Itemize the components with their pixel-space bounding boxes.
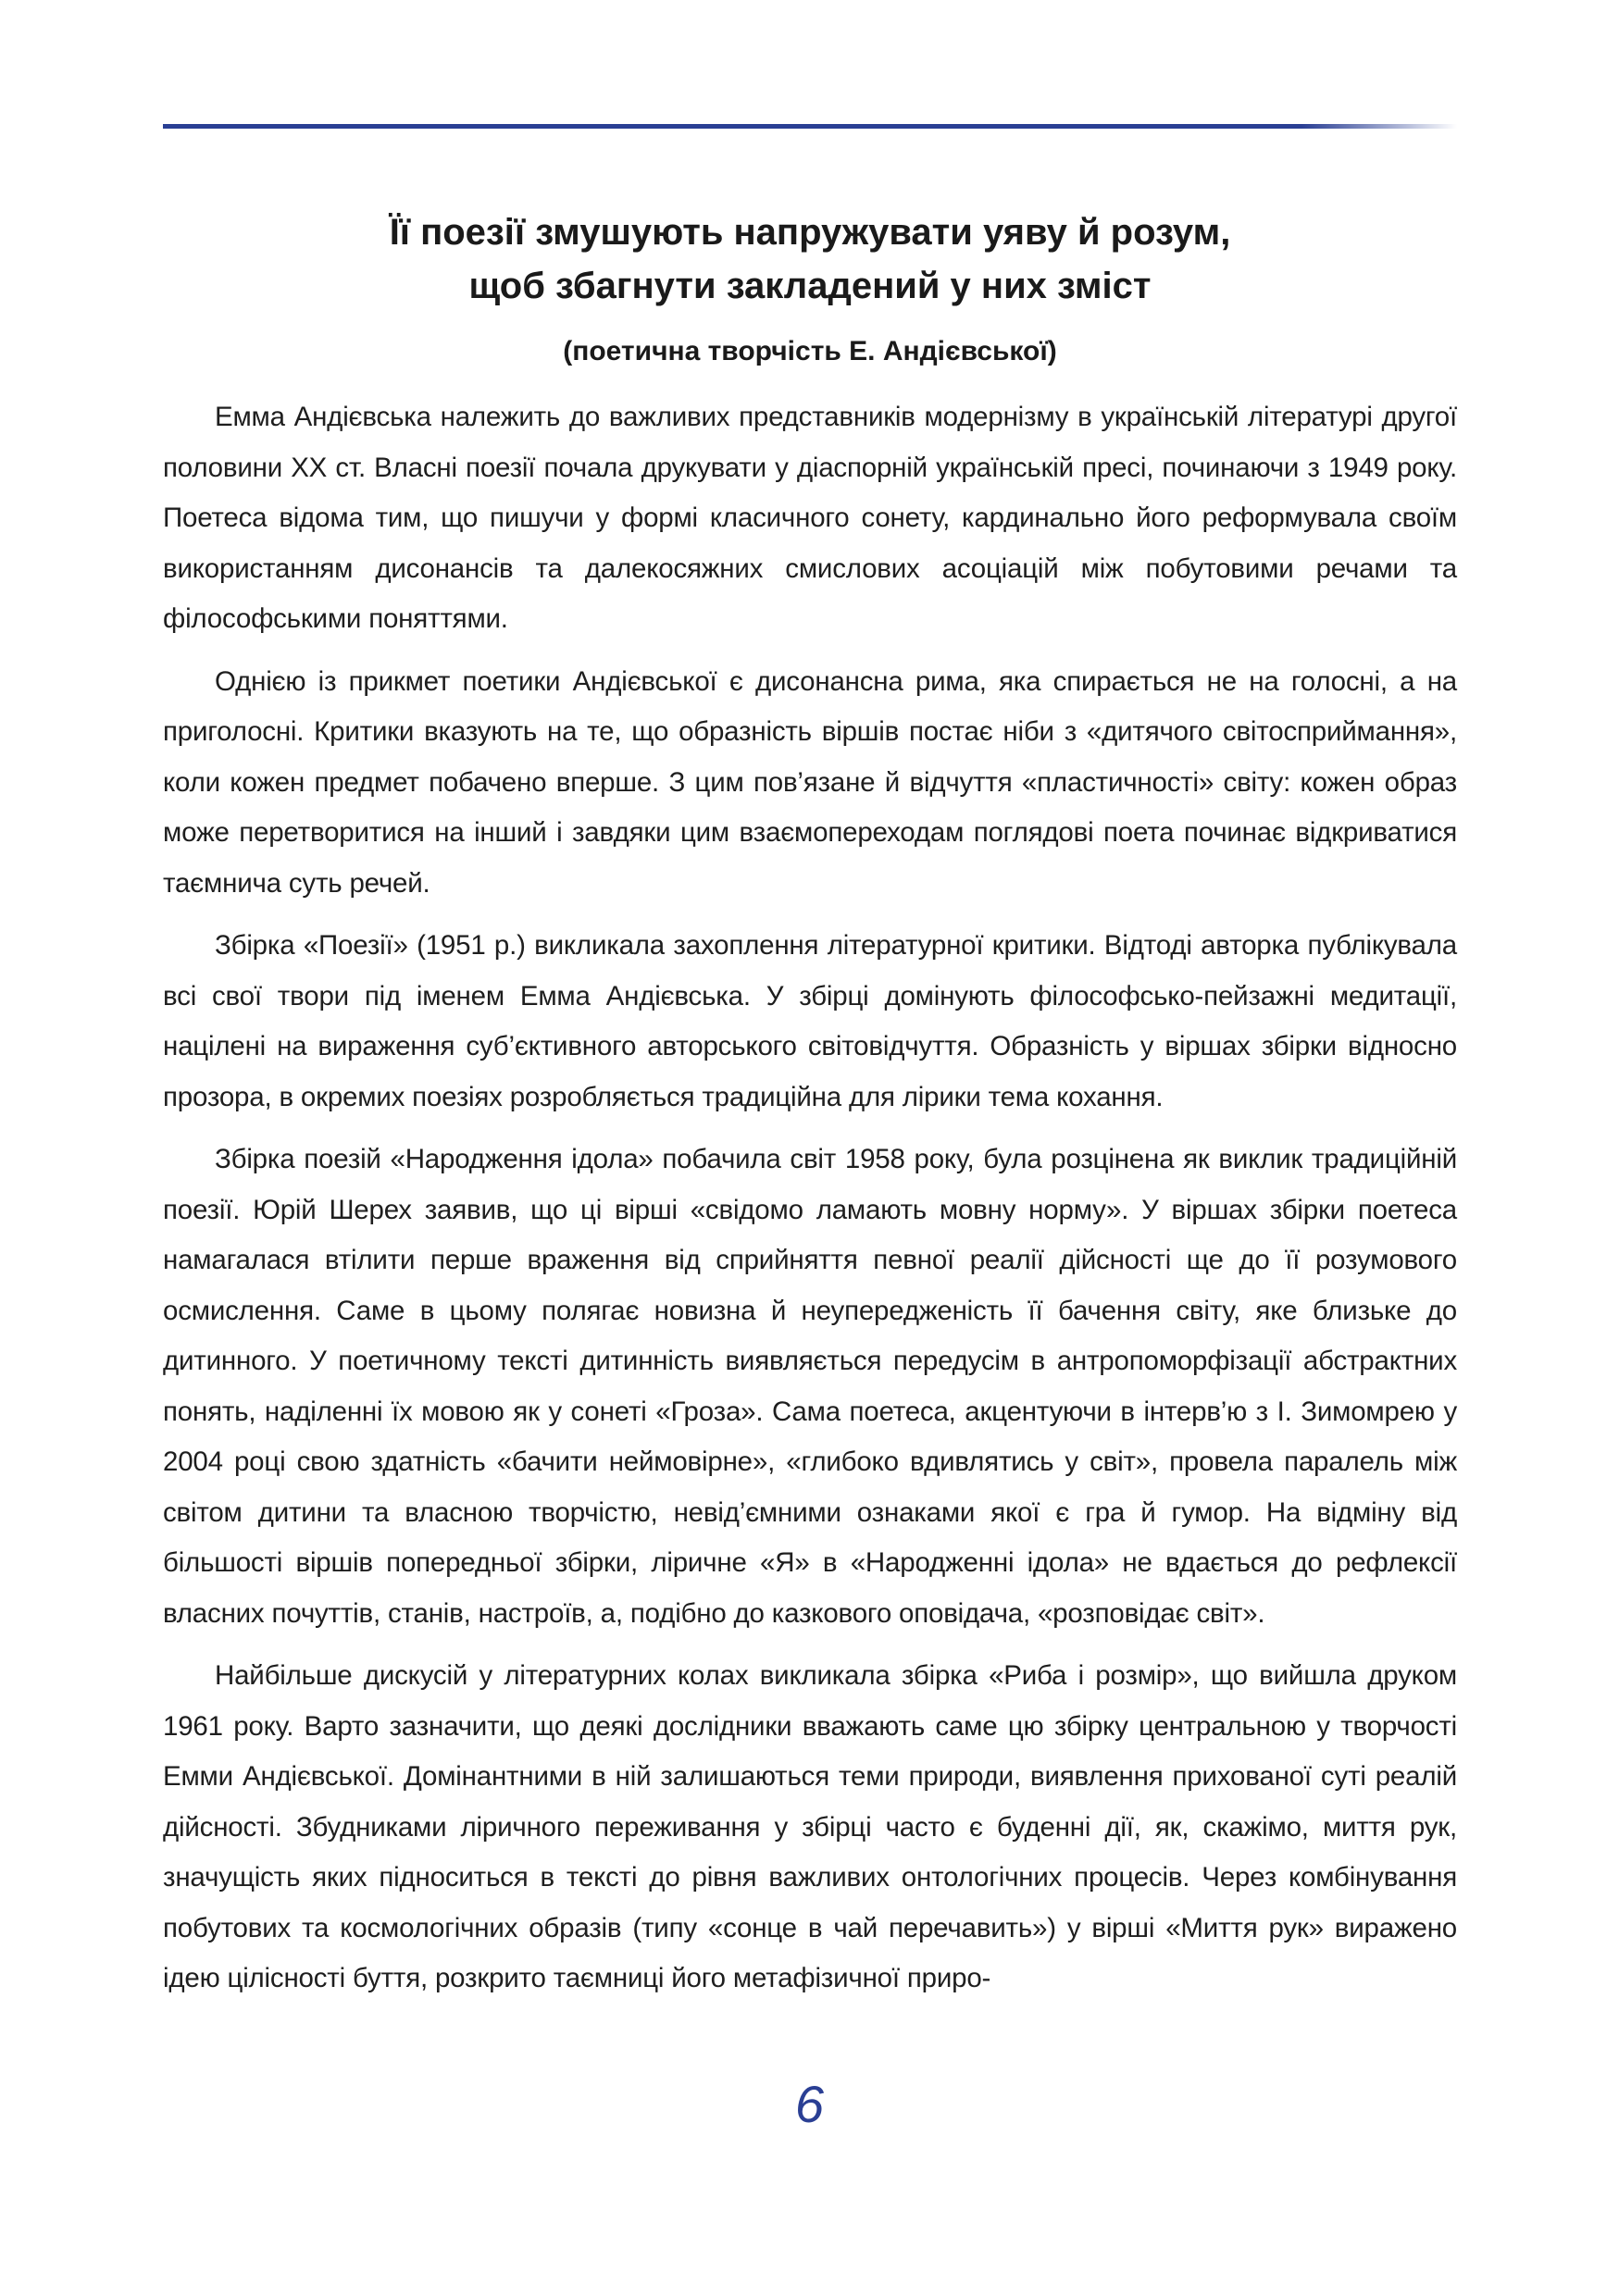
- paragraph-1: Емма Андієвська належить до важливих представників модернізму в українській літературі другої половини ХХ ст. Власні поезії почала друкувати у діаспорній українській пресі, починаючи з 1949 року. Поетеса відома тим, що пишучи у формі класичного сонету, кардинально його реформувала своїм використанням дисонансів та далекосяжних смислових асоціацій між побутовими речами та філософськими поняттями.: [163, 402, 1457, 634]
- article-subtitle: (поетична творчість Е. Андієвської): [563, 336, 1057, 366]
- paragraph-2: Однією із прикмет поетики Андієвської є дисонансна рима, яка спирається не на голосні, а на приголосні. Критики вказують на те, що образність віршів постає ніби з «дитячого світосприймання», коли кожен предмет побачено вперше. З цим пов’язане й відчуття «пластичності» світу: кожен образ може перетворитися на інший і завдяки цим взаємопереходам поглядові поета починає відкриватися таємнича суть речей.: [163, 665, 1457, 899]
- page-number: 6: [794, 2075, 825, 2133]
- article-title-line-2: щоб збагнути закладений у них зміст: [468, 266, 1152, 306]
- top-divider-line: [163, 124, 1457, 129]
- paragraph-3: Збірка «Поезії» (1951 р.) викликала захоплення літературної критики. Відтоді авторка публікувала всі свої твори під іменем Емма Андієвська. У збірці домінують філософсько-пейзажні медитації, націлені на вираження суб’єктивного авторського світовідчуття. Образність у віршах збірки відносно прозора, в окремих поезіях розробляється традиційна для лірики тема кохання.: [163, 930, 1457, 1112]
- article-header: [163, 205, 1457, 372]
- paragraph-5: Найбільше дискусій у літературних колах викликала збірка «Риба і розмір», що вийшла друком 1961 року. Варто зазначити, що деякі дослідники вважають саме цю збірку центральною у творчості Емми Андієвської. Домінантними в ній залишаються теми природи, виявлення прихованої суті реалій дійсності. Збудниками ліричного переживання у збірці часто є буденні дії, як, скажімо, миття рук, значущість яких підноситься в тексті до рівня важливих онтологічних процесів. Через комбінування побутових та космологічних образів (типу «сонце в чай перечавить») у вірші «Миття рук» виражено ідею цілісності буття, розкрито таємниці його метафізичної приро-: [163, 1660, 1457, 1993]
- paragraph-4: Збірка поезій «Народження ідола» побачила світ 1958 року, була розцінена як виклик традиційній поезії. Юрій Шерех заявив, що ці вірші «свідомо ламають мовну норму». У віршах збірки поетеса намагалася втілити перше враження від сприйняття певної реалії дійсності ще до її розумового осмислення. Саме в цьому полягає новизна й неупередженість її бачення світу, яке близьке до дитинного. У поетичному тексті дитинність виявляється передусім в антропоморфізації абстрактних понять, наділенні їх мовою як у сонеті «Гроза». Сама поетеса, акцентуючи в інтерв’ю з І. Зимомрею у 2004 році свою здатність «бачити неймовірне», «глибоко вдивлятись у світ», провела паралель між світом дитини та власною творчістю, невід’ємними ознаками якої є гра й гумор. На відміну від більшості віршів попередньої збірки, ліричне «Я» в «Народженні ідола» не вдається до рефлексії власних почуттів, станів, настроїв, а, подібно до казкового оповідача, «розповідає світ».: [163, 1144, 1457, 1629]
- article-body: [163, 392, 1457, 2017]
- article-title-line-1: Її поезії змушують напружувати уяву й розум,: [389, 212, 1231, 253]
